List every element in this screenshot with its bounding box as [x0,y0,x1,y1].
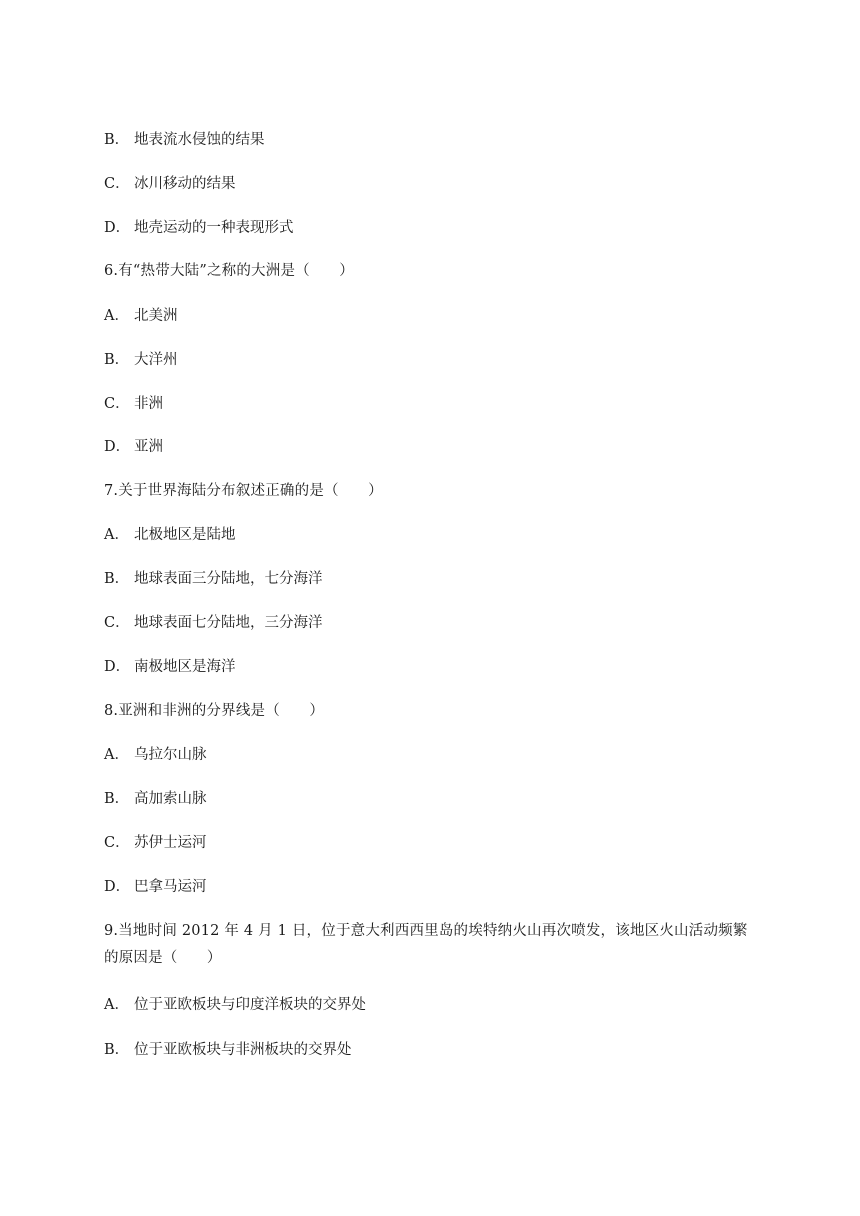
option-letter: D． [104,879,131,895]
option-text: 位于亚欧板块与非洲板块的交界处 [134,1042,352,1058]
q6-option-d [104,437,163,457]
option-letter: A． [104,997,129,1013]
option-text: 苏伊士运河 [134,835,207,851]
option-letter: D． [104,220,131,236]
option-text: 冰川移动的结果 [134,176,236,192]
q6-option-c [104,394,163,414]
option-letter: D． [104,659,131,675]
option-letter: B． [104,352,130,368]
q6-option-b [104,350,178,370]
option-text: 位于亚欧板块与印度洋板块的交界处 [134,997,366,1013]
option-text: 南极地区是海洋 [134,659,236,675]
q8-option-a [104,745,207,765]
option-text: 巴拿马运河 [134,879,207,895]
option-text: 亚洲 [134,439,163,455]
q7-option-d [104,657,236,677]
option-letter: A． [104,527,129,543]
q8-stem: 8.亚洲和非洲的分界线是（ ） [104,703,325,719]
q6-option-a [104,306,178,326]
q7-stem: 7.关于世界海陆分布叙述正确的是（ ） [104,483,383,499]
q9-option-b [104,1040,352,1060]
q5-option-c [104,174,236,194]
option-text: 北极地区是陆地 [134,527,236,543]
option-letter: C． [104,396,130,412]
option-text: 地球表面三分陆地，七分海洋 [134,571,323,587]
option-letter: B． [104,1042,130,1058]
option-letter: C． [104,176,130,192]
q9-stem-line-2: 的原因是（ ） [104,950,222,966]
q9-stem-line-1: 9.当地时间 2012 年 4 月 1 日，位于意大利西西里岛的埃特纳火山再次喷发，该地区火山活动频繁 [104,923,748,939]
option-letter: D． [104,439,131,455]
q8-option-c [104,833,207,853]
option-letter: C． [104,615,130,631]
option-text: 地表流水侵蚀的结果 [134,132,265,148]
option-text: 地球表面七分陆地，三分海洋 [134,615,323,631]
q9-option-a [104,995,366,1015]
q6-stem: 6.有“热带大陆”之称的大洲是（ ） [104,263,354,279]
q7-option-c [104,613,323,633]
option-text: 大洋州 [134,352,178,368]
option-text: 高加索山脉 [134,791,207,807]
option-letter: A． [104,747,129,763]
option-letter: B． [104,571,130,587]
option-letter: C． [104,835,130,851]
q7-option-b [104,569,323,589]
q8-option-b [104,789,207,809]
q5-option-b [104,130,265,150]
option-letter: B． [104,791,130,807]
option-text: 北美洲 [134,308,178,324]
option-text: 非洲 [134,396,163,412]
option-text: 乌拉尔山脉 [134,747,207,763]
option-text: 地壳运动的一种表现形式 [134,220,294,236]
option-letter: B． [104,132,130,148]
q5-option-d [104,218,294,238]
q7-option-a [104,525,236,545]
option-letter: A． [104,308,129,324]
q8-option-d [104,877,207,897]
